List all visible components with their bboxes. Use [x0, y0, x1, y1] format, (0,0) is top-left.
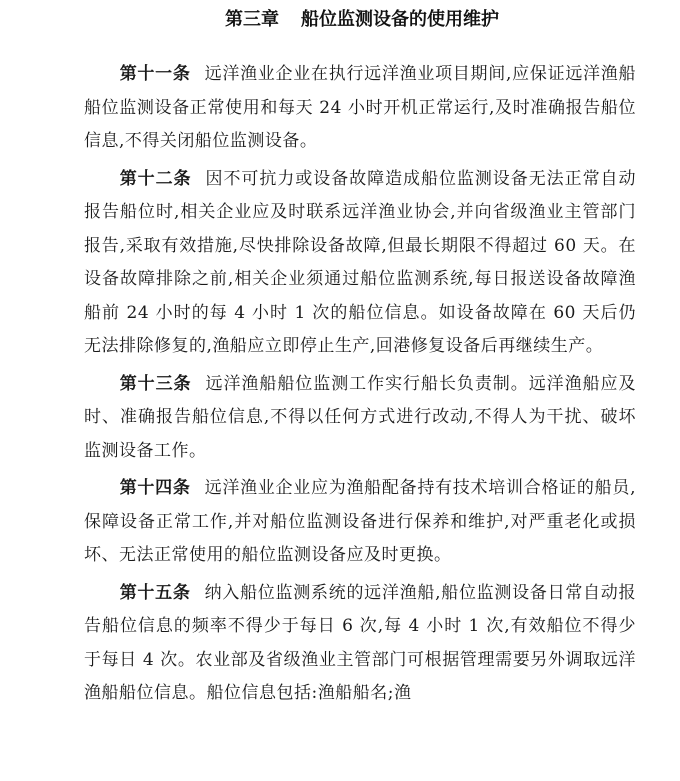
article-11	[84, 58, 636, 159]
article-label: 第十四条	[119, 478, 191, 498]
article-text: 远洋渔船船位监测工作实行船长负责制。远洋渔船应及时、准确报告船位信息,不得以任何方式进行改动,不得人为干扰、破坏监测设备工作。	[84, 373, 637, 461]
article-label: 第十三条	[119, 373, 192, 394]
article-15	[84, 577, 636, 711]
chapter-title: 船位监测设备的使用维护	[301, 9, 499, 30]
article-text: 因不可抗力或设备故障造成船位监测设备无法正常自动报告船位时,相关企业应及时联系远洋渔业协会,并向省级渔业主管部门报告,采取有效措施,尽快排除设备故障,但最长期限不得超过 60 天。在设备故障排除之前,相关企业须通过船位监测系统,每日报送设备故障渔船前 24 小时的每 4 小时 1 次的船位信息。如设备故障在 60 天后仍无法排除修复的,渔船应立即停止生产,回港修复设备后再继续生产。	[84, 168, 637, 356]
article-text: 远洋渔业企业在执行远洋渔业项目期间,应保证远洋渔船船位监测设备正常使用和每天 24 小时开机正常运行,及时准确报告船位信息,不得关闭船位监测设备。	[84, 64, 637, 151]
article-text: 远洋渔业企业应为渔船配备持有技术培训合格证的船员,保障设备正常工作,并对船位监测设备进行保养和维护,对严重老化或损坏、无法正常使用的船位监测设备应及时更换。	[84, 478, 637, 565]
chapter-number: 第三章	[225, 9, 279, 30]
article-label: 第十一条	[119, 64, 191, 84]
article-14	[84, 472, 636, 573]
chapter-heading	[84, 8, 636, 32]
article-label: 第十五条	[119, 582, 191, 603]
article-13	[84, 368, 636, 469]
article-12	[84, 163, 636, 364]
article-label: 第十二条	[119, 168, 192, 189]
article-text: 纳入船位监测系统的远洋渔船,船位监测设备日常自动报告船位信息的频率不得少于每日 6 次,每 4 小时 1 次,有效船位不得少于每日 4 次。农业部及省级渔业主管部门可根据管理需要另外调取远洋渔船船位信息。船位信息包括:渔船船名;渔	[84, 582, 637, 703]
